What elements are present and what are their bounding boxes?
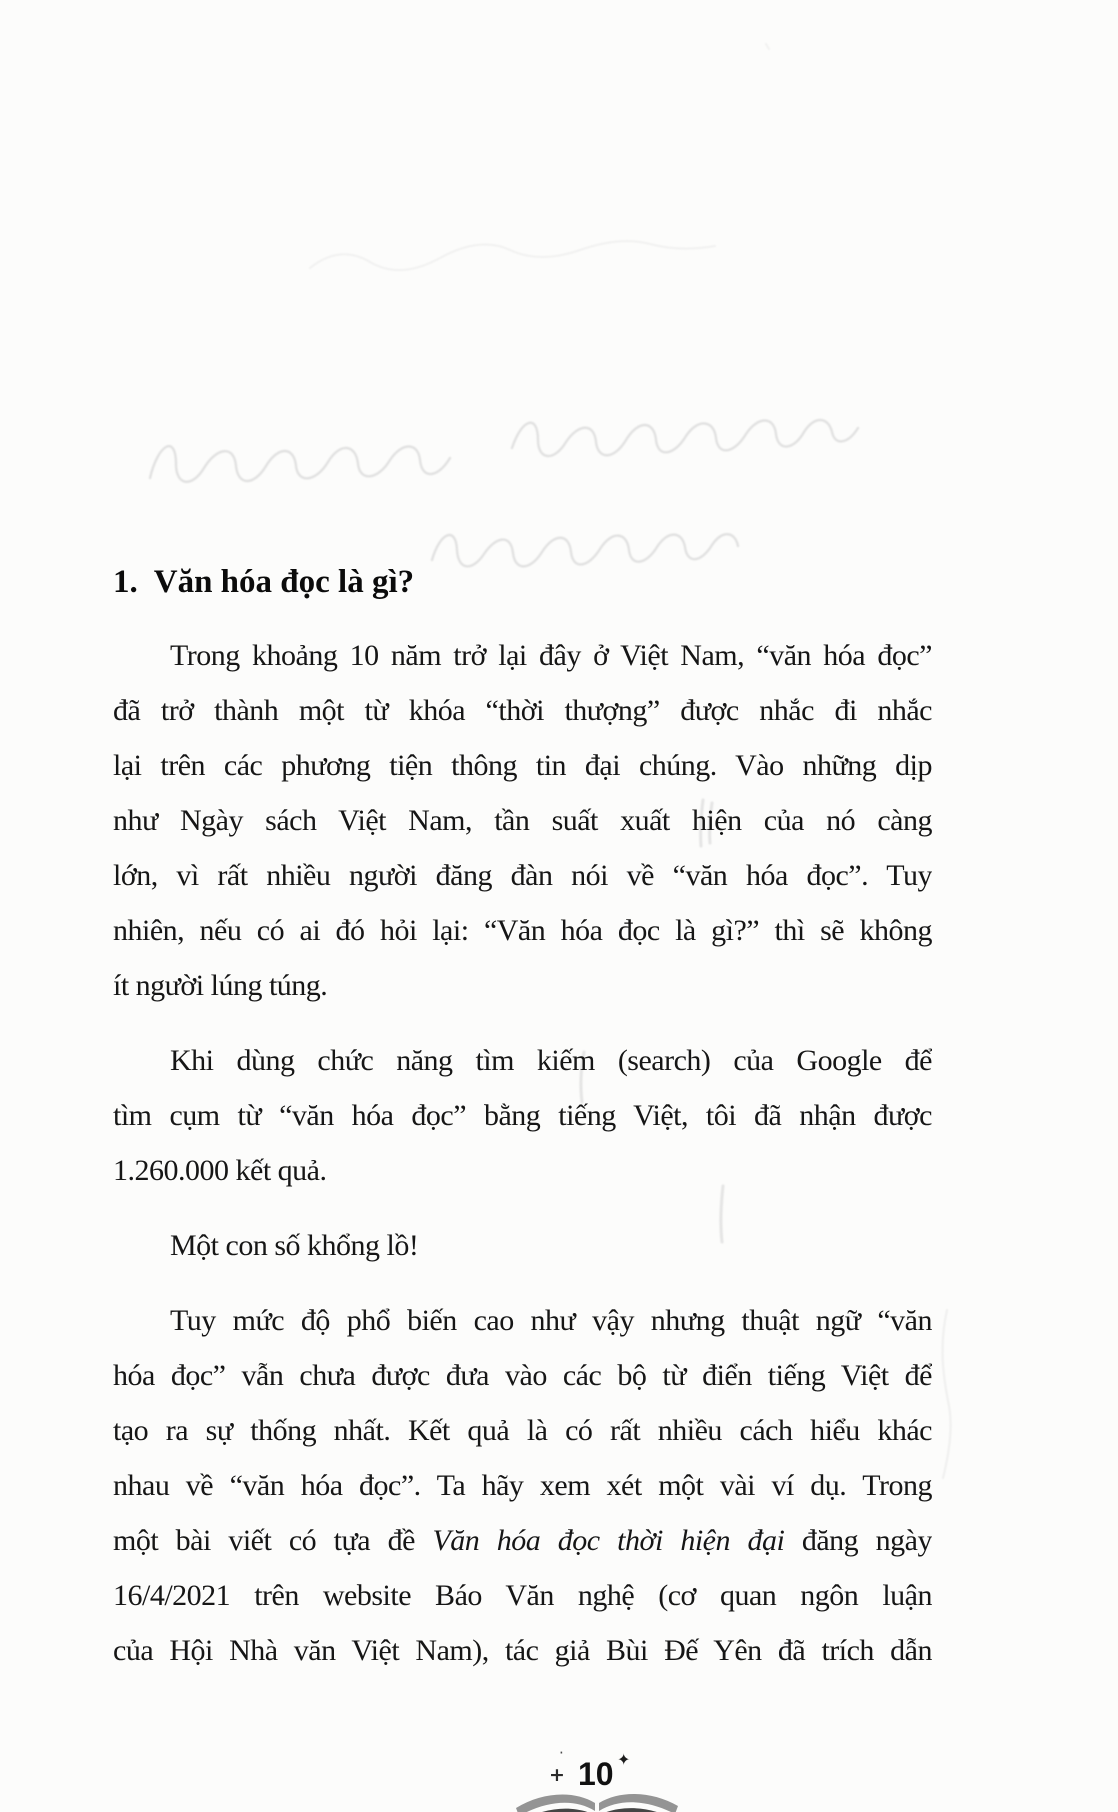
text-line [113, 1088, 932, 1143]
text-segment: hóa đọc” vẫn chưa được đưa vào các bộ từ điển tiếng Việt để [113, 1359, 932, 1392]
heading-number: 1. [113, 564, 138, 600]
text-segment: ít người lúng túng. [113, 969, 328, 1002]
text-line [113, 1403, 932, 1458]
text-line [113, 1143, 932, 1198]
text-segment: Khi dùng chức năng tìm kiếm (search) của Google để [170, 1044, 932, 1077]
paragraphs-container [113, 628, 932, 1678]
text-line [113, 848, 932, 903]
text-line [113, 1623, 932, 1678]
text-segment: đã trở thành một từ khóa “thời thượng” được nhắc đi nhắc [113, 694, 932, 727]
text-segment: lại trên các phương tiện thông tin đại chúng. Vào những dịp [113, 749, 932, 782]
text-segment: Tuy mức độ phổ biến cao như vậy nhưng thuật ngữ “văn [170, 1304, 932, 1337]
text-segment: tìm cụm từ “văn hóa đọc” bằng tiếng Việt, tôi đã nhận được [113, 1099, 932, 1132]
text-segment: Một con số khổng lồ! [170, 1229, 419, 1262]
text-segment: như Ngày sách Việt Nam, tần suất xuất hiện của nó càng [113, 804, 932, 837]
text-segment: 16/4/2021 trên website Báo Văn nghệ (cơ quan ngôn luận [113, 1579, 932, 1612]
text-segment: tạo ra sự thống nhất. Kết quả là có rất nhiều cách hiểu khác [113, 1414, 932, 1447]
paragraph [113, 1218, 932, 1273]
text-line [113, 738, 932, 793]
text-line [113, 1348, 932, 1403]
text-line [113, 903, 932, 958]
text-line [113, 1033, 932, 1088]
text-segment: Trong khoảng 10 năm trở lại đây ở Việt Nam, “văn hóa đọc” [170, 639, 932, 672]
text-line [113, 683, 932, 738]
paragraph [113, 1033, 932, 1198]
text-line [113, 1568, 932, 1623]
text-line [113, 958, 932, 1013]
page-number: 10 [578, 1756, 614, 1792]
paragraph [113, 1293, 932, 1678]
text-line [113, 793, 932, 848]
page-content [113, 558, 932, 1678]
text-line [113, 1218, 932, 1273]
paragraph [113, 628, 932, 1013]
text-segment: nhiên, nếu có ai đó hỏi lại: “Văn hóa đọc là gì?” thì sẽ không [113, 914, 932, 947]
text-segment: lớn, vì rất nhiều người đăng đàn nói về “văn hóa đọc”. Tuy [113, 859, 932, 892]
text-segment: đăng ngày [784, 1524, 932, 1557]
text-segment: một bài viết có tựa đề [113, 1524, 433, 1557]
open-book-icon [512, 1788, 682, 1812]
text-line [113, 1458, 932, 1513]
heading-text: Văn hóa đọc là gì? [153, 564, 415, 600]
text-segment: 1.260.000 kết quả. [113, 1154, 327, 1187]
text-segment: của Hội Nhà văn Việt Nam), tác giả Bùi Đế Yên đã trích dẫn [113, 1634, 932, 1667]
sparkle-star-icon: ✦ [617, 1750, 631, 1769]
page-footer [0, 1738, 1118, 1812]
sparkle-plus-icon: + [549, 1764, 565, 1786]
section-heading [113, 558, 932, 606]
text-line [113, 1293, 932, 1348]
sparkle-dot-icon: · [559, 1744, 564, 1762]
text-line [113, 628, 932, 683]
text-line [113, 1513, 932, 1568]
text-segment: nhau về “văn hóa đọc”. Ta hãy xem xét một vài ví dụ. Trong [113, 1469, 932, 1502]
italic-text-segment: Văn hóa đọc thời hiện đại [432, 1524, 785, 1557]
